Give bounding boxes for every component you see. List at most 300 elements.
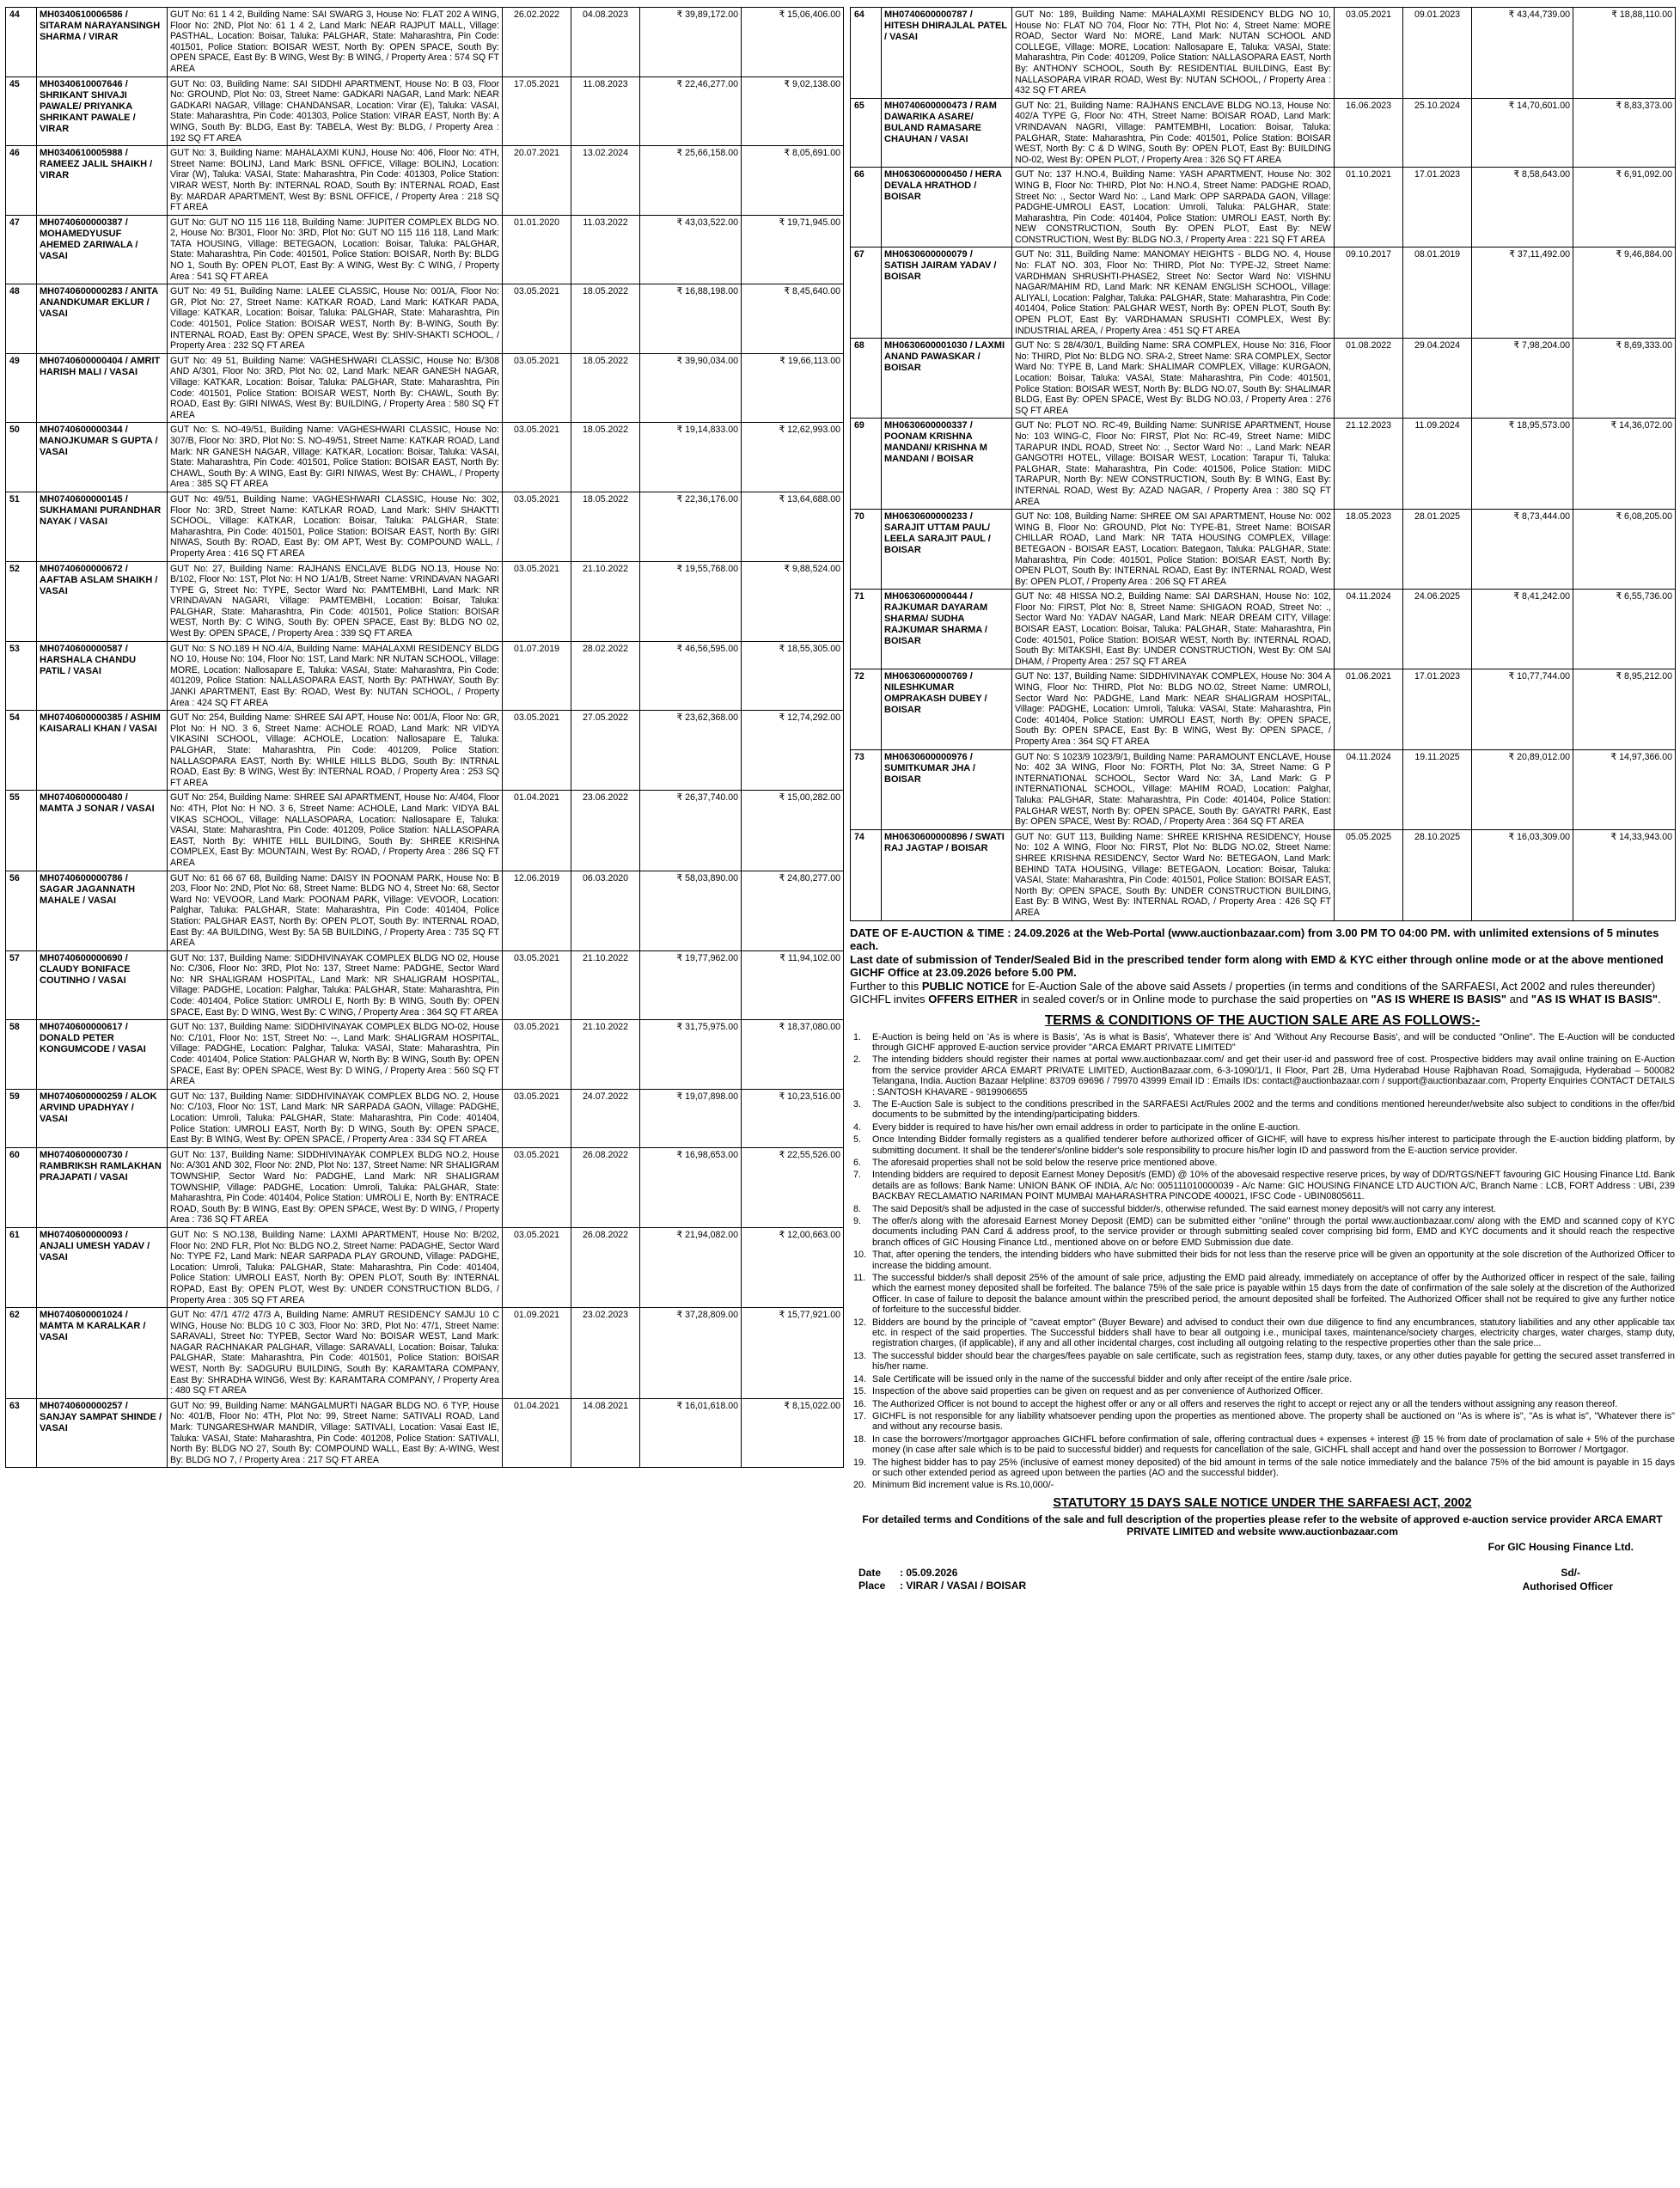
loan-account-borrower: MH0740600000617 / DONALD PETER KONGUMCODE / VASAI [37, 1020, 168, 1090]
property-table-right [850, 7, 1676, 921]
outstanding-amount: ₹ 23,62,368.00 [640, 711, 742, 791]
loan-account-borrower: MH0740600000259 / ALOK ARVIND UPADHYAY / VASAI [37, 1089, 168, 1147]
term-text: The said Deposit/s shall be adjusted in the case of successful bidder/s, otherwise refunded. The said earnest money deposit/s will not carry any interest. [872, 1203, 1496, 1214]
table-row [6, 561, 844, 641]
possession-date: 28.01.2025 [1403, 510, 1472, 590]
demand-notice-date: 12.06.2019 [503, 871, 571, 950]
term-item [850, 1054, 1675, 1097]
loan-account-borrower: MH0740600000387 / MOHAMEDYUSUF AHEMED ZARIWALA / VASAI [37, 215, 168, 284]
demand-notice-date: 05.05.2025 [1335, 829, 1403, 920]
property-description: GUT No: 189, Building Name: MAHALAXMI RESIDENCY BLDG NO 10, House No: FLAT NO 704, Floor No: 7TH, Plot No: 4, Street Name: MORE ROAD, Sector Ward No: MORE, Land Mark: NUTAN SCHOOL AND COLLEGE, Village: MORE, Location: Nallosapare E, Taluka: VASAI, State: Maharashtra, Pin Code: 401209, Police Station: NALLASOPARA EAST, North By: ANTHONY SCHOOL, South By: RESIDENTIAL BUILDING, East By: NALLASOPARA VIRAR ROAD, West By: NUTAN SCHOOL, / Property Area : 432 SQ FT AREA [1012, 8, 1335, 99]
outstanding-amount: ₹ 21,94,082.00 [640, 1227, 742, 1307]
outstanding-amount: ₹ 10,77,744.00 [1472, 669, 1573, 749]
serial-number: 59 [6, 1089, 37, 1147]
officer-title: Authorised Officer [1522, 1580, 1613, 1592]
table-row [6, 711, 844, 791]
table-row [6, 1089, 844, 1147]
reserve-price: ₹ 9,88,524.00 [742, 561, 844, 641]
term-number: 2. [853, 1054, 862, 1066]
outstanding-amount: ₹ 8,41,242.00 [1472, 590, 1573, 669]
possession-date: 11.08.2023 [571, 76, 640, 146]
term-number: 4. [853, 1122, 862, 1133]
possession-date: 17.01.2023 [1403, 669, 1472, 749]
loan-account-borrower: MH0740600000283 / ANITA ANANDKUMAR EKLUR / VASAI [37, 284, 168, 354]
possession-date: 21.10.2022 [571, 950, 640, 1020]
term-item [850, 1250, 1675, 1271]
term-item [850, 1032, 1675, 1054]
table-row [851, 590, 1676, 669]
outstanding-amount: ₹ 16,98,653.00 [640, 1147, 742, 1227]
reserve-price: ₹ 18,37,080.00 [742, 1020, 844, 1090]
property-description: GUT No: 61 1 4 2, Building Name: SAI SWARG 3, House No: FLAT 202 A WING, Floor No: 2ND, Plot No: 61 1 4 2, Land Mark: NEAR RAJPUT MALL, Village: PASTHAL, Location: Boisar, Taluka: PALGHAR, State: Maharashtra, Pin Code: 401501, Police Station: BOISAR WEST, North By: OPEN SPACE, South By: OPEN SPACE, East By: B WING, West By: B WING, / Property Area : 574 SQ FT AREA [168, 8, 503, 77]
demand-notice-date: 01.04.2021 [503, 791, 571, 871]
property-description: GUT No: 108, Building Name: SHREE OM SAI APARTMENT, House No: 002 WING B, Floor No: GROUND, Plot No: TYPE-B1, Street Name: BOISAR CHILLAR ROAD, Land Mark: NR TATA HOUSING COMPLEX, Village: BETEGAON - BOISAR EAST, Location: Bategaon, Taluka: PALGHAR, State: Maharashtra, Pin Code: 401501, Police Station: BOISAR EAST, North By: OPEN PLOT, South By: INTERNAL ROAD, East By: INTERNAL ROAD, West By: OPEN PLOT, / Property Area : 206 SQ FT AREA [1012, 510, 1335, 590]
loan-account-borrower: MH0740600001024 / MAMTA M KARALKAR / VASAI [37, 1308, 168, 1399]
reserve-price: ₹ 15,77,921.00 [742, 1308, 844, 1399]
possession-date: 04.08.2023 [571, 8, 640, 77]
term-text: That, after opening the tenders, the intending bidders who have submitted their bids for not less than the reserve price will be given an opportunity at the sole discretion of the Authorized Officer to increase the bidding amount. [872, 1250, 1675, 1271]
outstanding-amount: ₹ 18,95,573.00 [1472, 419, 1573, 510]
last-date-submission: Last date of submission of Tender/Sealed Bid in the prescribed tender form along with EMD & KYC either through online mode or at the above mentioned GICHF Office at 23.09.2026 before 5.00 PM. [850, 952, 1664, 979]
possession-date: 24.06.2025 [1403, 590, 1472, 669]
loan-account-borrower: MH0630600000450 / HERA DEVALA HRATHOD / BOISAR [882, 168, 1012, 248]
notice-date: Date : 05.09.2026 [858, 1566, 958, 1579]
serial-number: 44 [6, 8, 37, 77]
auction-details [850, 926, 1675, 1006]
reserve-price: ₹ 19,66,113.00 [742, 353, 844, 423]
property-description: GUT No: 137, Building Name: SIDDHIVINAYAK COMPLEX BLDG NO. 2, House No: C/103, Floor No: 1ST, Land Mark: NR SARPADA GAON, Village: PADGHE, Location: Umroli, Taluka: PALGHAR, State: Maharashtra, Pin Code: 401404, Police Station: UMROLI EAST, North By: D WING, South By: OPEN SPACE, East By: B WING, West By: OPEN SPACE, / Property Area : 334 SQ FT AREA [168, 1089, 503, 1147]
term-text: The successful bidder should bear the charges/fees payable on sale certificate, such as registration fees, stamp duty, taxes, or any other duties payable for getting the secured asset transferred in his/her name. [872, 1350, 1675, 1372]
reserve-price: ₹ 6,55,736.00 [1573, 590, 1676, 669]
loan-account-borrower: MH0630600000896 / SWATI RAJ JAGTAP / BOISAR [882, 829, 1012, 920]
outstanding-amount: ₹ 26,37,740.00 [640, 791, 742, 871]
term-number: 13. [853, 1350, 867, 1361]
term-number: 9. [853, 1216, 862, 1226]
serial-number: 47 [6, 215, 37, 284]
serial-number: 61 [6, 1227, 37, 1307]
loan-account-borrower: MH0740600000473 / RAM DAWARIKA ASARE/ BULAND RAMASARE CHAUHAN / VASAI [882, 98, 1012, 168]
reserve-price: ₹ 12,74,292.00 [742, 711, 844, 791]
serial-number: 50 [6, 423, 37, 492]
loan-account-borrower: MH0740600000344 / MANOJKUMAR S GUPTA / VASAI [37, 423, 168, 492]
demand-notice-date: 03.05.2021 [503, 1020, 571, 1090]
property-description: GUT No: 47/1 47/2 47/3 A, Building Name: AMRUT RESIDENCY SAMJU 10 C WING, House No: BLDG 10 C 303, Floor No: 3RD, Plot No: 47/1, Street Name: SARAVALI, Street No: TYPEB, Sector Ward No: BOISAR WEST, Land Mark: NAGAR RACHNAKAR PALGHAR, Village: SARAVALI, Location: Boisar, Taluka: PALGHAR, State: Maharashtra, Pin Code: 401501, Police Station: BOISAR WEST, North By: SADGURU BUILDING, South By: KARAMTARA COMPANY, East By: SHRADHA WING6, West By: KARAMTARA COMPANY, / Property Area : 480 SQ FT AREA [168, 1308, 503, 1399]
property-description: GUT No: 61 66 67 68, Building Name: DAISY IN POONAM PARK, House No: B 203, Floor No: 2ND, Plot No: 68, Street Name: BLDG NO 4, Street No: 68, Sector Ward No: VEVOOR, Land Mark: POONAM PARK, Village: VEVOOR, Location: Palghar, Taluka: PALGHAR, State: Maharashtra, Pin Code: 401404, Police Station: PALGHAR EAST, North By: OPEN PLOT, South By: INTERNAL ROAD, East By: 4A BUILDING, West By: 5A 5B BUILDING, / Property Area : 735 SQ FT AREA [168, 871, 503, 950]
table-row [6, 8, 844, 77]
term-item [850, 1158, 1675, 1168]
table-row [6, 492, 844, 561]
table-row [6, 791, 844, 871]
reserve-price: ₹ 15,00,282.00 [742, 791, 844, 871]
demand-notice-date: 01.08.2022 [1335, 339, 1403, 419]
table-row [6, 1308, 844, 1399]
demand-notice-date: 03.05.2021 [503, 711, 571, 791]
possession-date: 18.05.2022 [571, 492, 640, 561]
loan-account-borrower: MH0340610007646 / SHRIKANT SHIVAJI PAWALE/ PRIYANKA SHRIKANT PAWALE / VIRAR [37, 76, 168, 146]
outstanding-amount: ₹ 22,46,277.00 [640, 76, 742, 146]
serial-number: 45 [6, 76, 37, 146]
term-number: 20. [853, 1480, 867, 1491]
term-number: 18. [853, 1433, 867, 1445]
loan-account-borrower: MH0740600000404 / AMRIT HARISH MALI / VASAI [37, 353, 168, 423]
term-text: Once Intending Bidder formally registers as a qualified tenderer before authorized officer of GICHF, will have to express his/her interest to participate through the E-auction bidding platform, by submitting document. It shall be the tenderer's/online bidder's sole responsibility to procure his/her login ID and password from the E-auction service provider. [872, 1134, 1675, 1156]
demand-notice-date: 21.12.2023 [1335, 419, 1403, 510]
demand-notice-date: 03.05.2021 [503, 950, 571, 1020]
table-row [6, 146, 844, 216]
serial-number: 58 [6, 1020, 37, 1090]
table-row [851, 248, 1676, 339]
signature-mark: Sd/- [1561, 1566, 1580, 1579]
serial-number: 49 [6, 353, 37, 423]
reserve-price: ₹ 13,64,688.00 [742, 492, 844, 561]
notice-place: Place : VIRAR / VASAI / BOISAR [858, 1579, 1027, 1592]
auction-datetime: DATE OF E-AUCTION & TIME : 24.09.2026 at the Web-Portal (www.auctionbazaar.com) from 3.00 PM TO 04:00 PM. with unlimited extensions of 5 minutes each. [850, 926, 1659, 952]
reserve-price: ₹ 11,94,102.00 [742, 950, 844, 1020]
serial-number: 52 [6, 561, 37, 641]
reserve-price: ₹ 8,95,212.00 [1573, 669, 1676, 749]
reserve-price: ₹ 9,02,138.00 [742, 76, 844, 146]
outstanding-amount: ₹ 37,11,492.00 [1472, 248, 1573, 339]
reserve-price: ₹ 14,36,072.00 [1573, 419, 1676, 510]
property-description: GUT No: PLOT NO. RC-49, Building Name: SUNRISE APARTMENT, House No: 103 WING-C, Floor No: FIRST, Plot No: RC-49, Street Name: MIDC TARAPUR INDL ROAD, Street No: ., Sector Ward No: ., Land Mark: NEAR GANGOTRI HOTEL, Village: BOISAR WEST, Location: Tarapur Ti, Taluka: PALGHAR, State: Maharashtra, Pin Code: 401506, Police Station: MIDC TARAPUR, North By: NEW CONSTRUCTION, South By: B WING, East By: INTERNAL ROAD, West By: AZAD NAGAR, / Property Area : 380 SQ FT AREA [1012, 419, 1335, 510]
table-row [851, 168, 1676, 248]
loan-account-borrower: MH0740600000145 / SUKHAMANI PURANDHAR NAYAK / VASAI [37, 492, 168, 561]
term-number: 6. [853, 1157, 862, 1168]
term-number: 12. [853, 1317, 867, 1328]
term-text: The Authorized Officer is not bound to accept the highest offer or any or all offers and reserves the right to accept or reject any or all the tenders without assigning any reason thereof. [872, 1398, 1618, 1409]
term-text: E-Auction is being held on 'As is where is Basis', 'As is what is Basis', 'Whatever there is' And 'Without Any Recourse Basis', and will be conducted "Online". The E-Auction will be conducted through GICHF approved E-auction service provider "ARCA EMART PRIVATE LIMITED" [872, 1031, 1675, 1053]
table-row [6, 423, 844, 492]
demand-notice-date: 01.07.2019 [503, 641, 571, 711]
term-item [850, 1317, 1675, 1349]
outstanding-amount: ₹ 25,66,158.00 [640, 146, 742, 216]
outstanding-amount: ₹ 19,07,898.00 [640, 1089, 742, 1147]
outstanding-amount: ₹ 39,89,172.00 [640, 8, 742, 77]
outstanding-amount: ₹ 31,75,975.00 [640, 1020, 742, 1090]
term-number: 1. [853, 1031, 862, 1042]
term-text: The offer/s along with the aforesaid Earnest Money Deposit (EMD) can be submitted either "online" through the portal www.auctionbazaar.com/ along with the EMD and scanned copy of KYC documents including PAN Card & address proof, to the service provider or through submitting sealed cover comprising bid form, EMD and KYC documents and it should reach the respective branch offices of GIC Housing Finance Ltd., mentioned above on or before EMD Submission due date. [872, 1216, 1675, 1248]
loan-account-borrower: MH0630600000769 / NILESHKUMAR OMPRAKASH DUBEY / BOISAR [882, 669, 1012, 749]
possession-date: 27.05.2022 [571, 711, 640, 791]
left-column [5, 7, 843, 1468]
property-table-left [5, 7, 844, 1468]
property-description: GUT No: 311, Building Name: MANOMAY HEIGHTS - BLDG NO. 4, House No: FLAT NO. 303, Floor No: THIRD, Plot No: TYPE-J2, Street Name: VARDHMAN SHRUSHTI-PHASE2, Street No: Sector Ward No: VISHNU NAGAR/MAHIM RD, Land Mark: NR KENAM ENGLISH SCHOOL, Village: ALIYALI, Location: Palghar, Taluka: PALGHAR, State: Maharashtra, Pin Code: 401404, Police Station: PALGHAR WEST, North By: OPEN PLOT, South By: OPEN PLOT, East By: VARDHAMAN SRUSHTI COMPLEX, West By: INDUSTRIAL AREA, / Property Area : 451 SQ FT AREA [1012, 248, 1335, 339]
term-number: 17. [853, 1410, 867, 1421]
outstanding-amount: ₹ 16,88,198.00 [640, 284, 742, 354]
property-description: GUT No: 49 51, Building Name: LALEE CLASSIC, House No: 001/A, Floor No: GR, Plot No: 27, Street Name: KATKAR ROAD, Land Mark: KATKAR PADA, Village: KATKAR, Location: Boisar, Taluka: PALGHAR, State: Maharashtra, Pin Code: 401501, Police Station: BOISAR WEST, North By: B-WING, South By: INTERNAL ROAD, East By: OPEN SPACE, West By: SHIV-SHAKTI SCHOOL, / Property Area : 232 SQ FT AREA [168, 284, 503, 354]
term-item [850, 1122, 1675, 1133]
term-item [850, 1351, 1675, 1372]
outstanding-amount: ₹ 58,03,890.00 [640, 871, 742, 950]
term-text: Minimum Bid increment value is Rs.10,000/- [872, 1480, 1054, 1491]
serial-number: 73 [851, 749, 882, 829]
reserve-price: ₹ 6,91,092.00 [1573, 168, 1676, 248]
reserve-price: ₹ 8,05,691.00 [742, 146, 844, 216]
term-text: Every bidder is required to have his/her own email address in order to participate in the online E-auction. [872, 1122, 1301, 1133]
term-number: 14. [853, 1373, 867, 1384]
serial-number: 64 [851, 8, 882, 99]
possession-date: 11.03.2022 [571, 215, 640, 284]
demand-notice-date: 03.05.2021 [503, 353, 571, 423]
property-description: GUT No: 27, Building Name: RAJHANS ENCLAVE BLDG NO.13, House No: B/102, Floor No: 1ST, Plot No: H NO 1/A1/B, Street Name: VRINDAVAN NAGARI TYPE G, Street No: TYPE, Sector Ward No: PAMTEMBHI, Land Mark: NR VRINDAVAN NAGARI, Village: PAMTEMBHI, Location: Boisar, Taluka: PALGHAR, State: Maharashtra, Pin Code: 401501, Police Station: BOISAR WEST, North By: C WING, South By: OPEN SPACE, East By: BLDG NO 02, West By: OPEN SPACE, / Property Area : 339 SQ FT AREA [168, 561, 503, 641]
demand-notice-date: 03.05.2021 [503, 1227, 571, 1307]
serial-number: 51 [6, 492, 37, 561]
serial-number: 67 [851, 248, 882, 339]
outstanding-amount: ₹ 37,28,809.00 [640, 1308, 742, 1399]
demand-notice-date: 04.11.2024 [1335, 590, 1403, 669]
demand-notice-date: 03.05.2021 [503, 423, 571, 492]
table-row [851, 749, 1676, 829]
outstanding-amount: ₹ 22,36,176.00 [640, 492, 742, 561]
possession-date: 09.01.2023 [1403, 8, 1472, 99]
term-number: 19. [853, 1457, 867, 1468]
possession-date: 26.08.2022 [571, 1147, 640, 1227]
reserve-price: ₹ 8,69,333.00 [1573, 339, 1676, 419]
property-description: GUT No: 137, Building Name: SIDDHIVINAYAK COMPLEX BLDG NO.2, House No: A/301 AND 302, Floor No: 2ND, Plot No: 137, Street Name: NR SHALIGRAM TOWNSHIP, Sector Ward No: PADGHE, Land Mark: NR SHALIGRAM TOWNSHIP, Village: PADGHE, Location: Umroli, Taluka: PALGHAR, State: Maharashtra, Pin Code: 401404, Police Station: UMROLI E, North By: ENTRACE ROAD, South By: B WING, East By: OPEN SPACE, West By: D WING, / Property Area : 736 SQ FT AREA [168, 1147, 503, 1227]
reserve-price: ₹ 18,55,305.00 [742, 641, 844, 711]
property-description: GUT No: 254, Building Name: SHREE SAI APARTMENT, House No: A/404, Floor No: 4TH, Plot No: H NO. 3 6, Street Name: ACHOLE, Land Mark: VIDYA BAL VIKAS SCHOOL, Village: NALLASOPARA, Location: Nallosapare E, Taluka: VASAI, State: Maharashtra, Pin Code: 401209, Police Station: NALLASOPARA EAST, North By: WHITE HILL BUILDING, South By: SHREE KRISHNA COMPLEX, East By: MOUNTAIN, West By: ROAD, / Property Area : 286 SQ FT AREA [168, 791, 503, 871]
serial-number: 72 [851, 669, 882, 749]
loan-account-borrower: MH0740600000672 / AAFTAB ASLAM SHAIKH / VASAI [37, 561, 168, 641]
serial-number: 63 [6, 1398, 37, 1468]
possession-date: 08.01.2019 [1403, 248, 1472, 339]
table-row [851, 829, 1676, 920]
public-notice-text: Further to this PUBLIC NOTICE for E-Auction Sale of the above said Assets / properties (in terms and conditions of the SARFAESI, Act 2002 and rules thereunder) GICHFL invites OFFERS EITHER in sealed cover/s or in Online mode to purchase the said properties on "AS IS WHERE IS BASIS" and "AS IS WHAT IS BASIS". [850, 979, 1661, 1005]
possession-date: 11.09.2024 [1403, 419, 1472, 510]
loan-account-borrower: MH0740600000690 / CLAUDY BONIFACE COUTINHO / VASAI [37, 950, 168, 1020]
property-description: GUT No: 03, Building Name: SAI SIDDHI APARTMENT, House No: B 03, Floor No: GROUND, Plot No: 03, Street Name: GADKARI NAGAR, Land Mark: NEAR GADKARI NAGAR, Village: CHANDANSAR, Location: Virar (E), Taluka: VASAI, State: Maharashtra, Pin Code: 401303, Police Station: VIRAR EAST, North By: A WING, South By: BLDG, East By: TABELA, West By: BLDG, / Property Area : 192 SQ FT AREA [168, 76, 503, 146]
loan-account-borrower: MH0340610005988 / RAMEEZ JALIL SHAIKH / VIRAR [37, 146, 168, 216]
serial-number: 69 [851, 419, 882, 510]
reserve-price: ₹ 8,83,373.00 [1573, 98, 1676, 168]
outstanding-amount: ₹ 19,77,962.00 [640, 950, 742, 1020]
property-description: GUT No: 49 51, Building Name: VAGHESHWARI CLASSIC, House No: B/308 AND A/301, Floor No: 3RD, Plot No: 02, Land Mark: NEAR GANESH NAGAR, Village: KATKAR, Location: Boisar, Taluka: PALGHAR, State: Maharashtra, Pin Code: 401501, Police Station: BOISAR WEST, North By: CHAWL, South By: ROAD, East By: GIRI NIWAS, West By: BUILDING, / Property Area : 580 SQ FT AREA [168, 353, 503, 423]
term-text: Sale Certificate will be issued only in the name of the successful bidder and only after receipt of the entire /sale price. [872, 1373, 1353, 1384]
table-row [6, 950, 844, 1020]
table-row [851, 8, 1676, 99]
table-row [6, 1227, 844, 1307]
table-row [6, 353, 844, 423]
property-description: GUT No: S NO.189 H NO.4/A, Building Name: MAHALAXMI RESIDENCY BLDG NO 10, House No: 104, Floor No: 1ST, Land Mark: NR NUTAN SCHOOL, Village: MORE, Location: Nallosapare E, Taluka: VASAI, State: Maharashtra, Pin Code: 401209, Police Station: NALLASOPARA EAST, North By: PATHWAY, South By: JANKI APARTMENT, East By: ROAD, West By: NUTAN SCHOOL, / Property Area : 424 SQ FT AREA [168, 641, 503, 711]
table-row [6, 1020, 844, 1090]
terms-heading: TERMS & CONDITIONS OF THE AUCTION SALE ARE AS FOLLOWS:- [1044, 1012, 1481, 1028]
outstanding-amount: ₹ 19,14,833.00 [640, 423, 742, 492]
property-description: GUT No: 3, Building Name: MAHALAXMI KUNJ, House No: 406, Floor No: 4TH, Street Name: BOLINJ, Land Mark: BSNL OFFICE, Village: BOLINJ, Location: Virar (W), Taluka: VASAI, State: Maharashtra, Pin Code: 401303, Police Station: VIRAR WEST, North By: INTERNAL ROAD, South By: INTERNAL ROAD, East By: MARDAR APARTMENT, West By: BSNL OFFICE, / Property Area : 218 SQ FT AREA [168, 146, 503, 216]
possession-date: 28.02.2022 [571, 641, 640, 711]
demand-notice-date: 01.06.2021 [1335, 669, 1403, 749]
property-description: GUT No: S 28/4/30/1, Building Name: SRA COMPLEX, House No: 316, Floor No: THIRD, Plot No: BLDG NO. SRA-2, Street Name: SRA COMPLEX, Sector Ward No: TYPE B, Land Mark: SHALIMAR COMPLEX, Village: KURGAON, Location: Boisar, Taluka: VASAI, State: Maharashtra, Pin Code: 401501, Police Station: BOISAR WEST, North By: BLDG NO.07, South By: SHALIMAR BLDG, East By: OPEN SPACE, West By: BLDG NO.03, / Property Area : 276 SQ FT AREA [1012, 339, 1335, 419]
term-number: 8. [853, 1203, 862, 1214]
possession-date: 24.07.2022 [571, 1089, 640, 1147]
property-description: GUT No: GUT 113, Building Name: SHREE KRISHNA RESIDENCY, House No: 102 A WING, Floor No: FIRST, Plot No: BLDG NO.02, Street Name: SHREE KRISHNA RESIDENCY, Sector Ward No: BETEGAON, Land Mark: BEHIND TATA HOUSING, Village: BETEGAON, Location: Boisar, Taluka: VASAI, State: Maharashtra, Pin Code: 401501, Police Station: BOISAR EAST, North By: OPEN SPACE, South By: UNDER CONSTRUCTION BUILDING, East By: B WING, West By: INTERNAL ROAD, / Property Area : 426 SQ FT AREA [1012, 829, 1335, 920]
property-description: GUT No: S. NO-49/51, Building Name: VAGHESHWARI CLASSIC, House No: 307/B, Floor No: 3RD, Plot No: S. NO-49/51, Street Name: KATKAR ROAD, Land Mark: NR GANESH NAGAR, Village: KATKAR, Location: Boisar, Taluka: VASAI, State: Maharashtra, Pin Code: 401501, Police Station: BOISAR EAST, North By: CHAWL, South By: A WING, East By: GIRI NIWAS, West By: CHAWL, / Property Area : 385 SQ FT AREA [168, 423, 503, 492]
demand-notice-date: 03.05.2021 [503, 284, 571, 354]
demand-notice-date: 03.05.2021 [503, 1147, 571, 1227]
possession-date: 29.04.2024 [1403, 339, 1472, 419]
serial-number: 46 [6, 146, 37, 216]
outstanding-amount: ₹ 16,03,309.00 [1472, 829, 1573, 920]
reserve-price: ₹ 14,33,943.00 [1573, 829, 1676, 920]
serial-number: 65 [851, 98, 882, 168]
demand-notice-date: 03.05.2021 [503, 492, 571, 561]
serial-number: 71 [851, 590, 882, 669]
loan-account-borrower: MH0740600000730 / RAMBRIKSH RAMLAKHAN PRAJAPATI / VASAI [37, 1147, 168, 1227]
outstanding-amount: ₹ 20,89,012.00 [1472, 749, 1573, 829]
demand-notice-date: 26.02.2022 [503, 8, 571, 77]
term-item [850, 1434, 1675, 1456]
table-row [851, 669, 1676, 749]
property-description: GUT No: 49/51, Building Name: VAGHESHWARI CLASSIC, House No: 302, Floor No: 3RD, Street Name: KATLKAR ROAD, Land Mark: SHIV SHAKTTI SCHOOL, Village: KATKAR, Location: Boisar, Taluka: PALGHAR, State: Maharashtra, Pin Code: 401501, Police Station: BOISAR EAST, North By: GIRI NIWAS, South By: ROAD, East By: OM APT, West By: COMPOUND WALL, / Property Area : 416 SQ FT AREA [168, 492, 503, 561]
serial-number: 74 [851, 829, 882, 920]
serial-number: 55 [6, 791, 37, 871]
term-number: 16. [853, 1398, 867, 1409]
term-item [850, 1099, 1675, 1121]
property-description: GUT No: 48 HISSA NO.2, Building Name: SAI DARSHAN, House No: 102, Floor No: FIRST, Plot No: 8, Street Name: SHIGAON ROAD, Street No: ., Sector Ward No: YADAV NAGAR, Land Mark: NEAR DREAM CITY, Village: BOISAR EAST, Location: Boisar, Taluka: PALGHAR, State: Maharashtra, Pin Code: 401501, Police Station: BOISAR WEST, North By: INTERNAL ROAD, South By: MITAKSHI, East By: UNDER CONSTRUCTION, West By: OM SAI DHAM, / Property Area : 257 SQ FT AREA [1012, 590, 1335, 669]
term-number: 7. [853, 1170, 862, 1181]
possession-date: 19.11.2025 [1403, 749, 1472, 829]
term-item [850, 1273, 1675, 1316]
demand-notice-date: 03.05.2021 [1335, 8, 1403, 99]
demand-notice-date: 17.05.2021 [503, 76, 571, 146]
reserve-price: ₹ 22,55,526.00 [742, 1147, 844, 1227]
term-text: The aforesaid properties shall not be sold below the reserve price mentioned above. [872, 1157, 1218, 1168]
reserve-price: ₹ 18,88,110.00 [1573, 8, 1676, 99]
reserve-price: ₹ 8,45,640.00 [742, 284, 844, 354]
outstanding-amount: ₹ 39,90,034.00 [640, 353, 742, 423]
demand-notice-date: 03.05.2021 [503, 561, 571, 641]
term-item [850, 1134, 1675, 1156]
term-number: 5. [853, 1134, 862, 1146]
loan-account-borrower: MH0630600000233 / SARAJIT UTTAM PAUL/ LEELA SARAJIT PAUL / BOISAR [882, 510, 1012, 590]
possession-date: 13.02.2024 [571, 146, 640, 216]
reserve-price: ₹ 12,00,663.00 [742, 1227, 844, 1307]
right-column [850, 7, 1675, 1610]
term-item [850, 1386, 1675, 1397]
property-description: GUT No: 137 H.NO.4, Building Name: YASH APARTMENT, House No: 302 WING B, Floor No: THIRD, Plot No: H.NO.4, Street Name: PADGHE ROAD, Street No: ., Sector Ward No: ., Land Mark: OPP SARPADA GAON, Village: PADGHE-UMROLI EAST, Location: Umroli, Taluka: PALGHAR, State: Maharashtra, Pin Code: 401404, Police Station: UMROLI EAST, North By: NEW CONSTRUCTION, South By: OPEN PLOT, East By: NEW CONSTRUCTION, West By: BLDG NO.3, / Property Area : 221 SQ FT AREA [1012, 168, 1335, 248]
term-text: Intending bidders are required to deposit Earnest Money Deposit/s (EMD) @ 10% of the abovesaid respective reserve prices, by way of DD/RTGS/NEFT favouring GIC Housing Finance Ltd. Bank details are as follows: Bank Name: UNION BANK OF INDIA, A/c No: 005111010000039 - A/c Name: GIC HOUSING FINANCE LTD AUCTION A/C, Branch Name : LCB, FORT Address : UBI, 239 BACKBAY RECLAMATIO NARIMAN POINT MUMBAI MAHARASHTRA PINCODE 400021, IFSC Code - UBIN0805611. [872, 1170, 1675, 1202]
loan-account-borrower: MH0740600000480 / MAMTA J SONAR / VASAI [37, 791, 168, 871]
outstanding-amount: ₹ 8,58,643.00 [1472, 168, 1573, 248]
possession-date: 23.02.2023 [571, 1308, 640, 1399]
outstanding-amount: ₹ 7,98,204.00 [1472, 339, 1573, 419]
serial-number: 56 [6, 871, 37, 950]
reserve-price: ₹ 6,08,205.00 [1573, 510, 1676, 590]
serial-number: 53 [6, 641, 37, 711]
reserve-price: ₹ 9,46,884.00 [1573, 248, 1676, 339]
demand-notice-date: 09.10.2017 [1335, 248, 1403, 339]
serial-number: 66 [851, 168, 882, 248]
term-text: GICHFL is not responsible for any liability whatsoever pending upon the properties as mentioned above. The property shall be auctioned on "As is where is", "As is what is", "Whatever there is" and without any recourse basis. [872, 1410, 1675, 1433]
property-description: GUT No: 137, Building Name: SIDDHIVINAYAK COMPLEX BLDG NO-02, House No: C/101, Floor No: 1ST, Street No: --, Land Mark: SHALIGRAM HOSPITAL, Village: PADGHE, Location: Palghar, Taluka: VASAI, State: Maharashtra, Pin Code: 401404, Police Station: PALGHAR W, North By: B WING, South By: OPEN SPACE, East By: OPEN SPACE, West By: D WING, / Property Area : 560 SQ FT AREA [168, 1020, 503, 1090]
term-item [850, 1458, 1675, 1479]
outstanding-amount: ₹ 19,55,768.00 [640, 561, 742, 641]
possession-date: 21.10.2022 [571, 1020, 640, 1090]
term-item [850, 1170, 1675, 1201]
serial-number: 48 [6, 284, 37, 354]
demand-notice-date: 01.10.2021 [1335, 168, 1403, 248]
serial-number: 54 [6, 711, 37, 791]
possession-date: 28.10.2025 [1403, 829, 1472, 920]
reserve-price: ₹ 14,97,366.00 [1573, 749, 1676, 829]
demand-notice-date: 01.09.2021 [503, 1308, 571, 1399]
loan-account-borrower: MH0630600000444 / RAJKUMAR DAYARAM SHARMA/ SUDHA RAJKUMAR SHARMA / BOISAR [882, 590, 1012, 669]
possession-date: 17.01.2023 [1403, 168, 1472, 248]
reserve-price: ₹ 10,23,516.00 [742, 1089, 844, 1147]
demand-notice-date: 01.01.2020 [503, 215, 571, 284]
property-description: GUT No: GUT NO 115 116 118, Building Name: JUPITER COMPLEX BLDG NO. 2, House No: B/301, Floor No: 3RD, Plot No: GUT NO 115 116 118, Land Mark: TATA HOUSING, Village: BETEGAON, Location: Boisar, Taluka: PALGHAR, State: Maharashtra, Pin Code: 401501, Police Station: BOISAR, North By: BLDG NO 1, South By: OPEN PLOT, East By: A WING, West By: C WING, / Property Area : 541 SQ FT AREA [168, 215, 503, 284]
table-row [6, 76, 844, 146]
outstanding-amount: ₹ 8,73,444.00 [1472, 510, 1573, 590]
loan-account-borrower: MH0740600000093 / ANJALI UMESH YADAV / VASAI [37, 1227, 168, 1307]
table-row [6, 1398, 844, 1468]
loan-account-borrower: MH0740600000786 / SAGAR JAGANNATH MAHALE / VASAI [37, 871, 168, 950]
loan-account-borrower: MH0740600000787 / HITESH DHIRAJLAL PATEL / VASAI [882, 8, 1012, 99]
possession-date: 18.05.2022 [571, 284, 640, 354]
outstanding-amount: ₹ 43,44,739.00 [1472, 8, 1573, 99]
demand-notice-date: 04.11.2024 [1335, 749, 1403, 829]
outstanding-amount: ₹ 43,03,522.00 [640, 215, 742, 284]
loan-account-borrower: MH0630600000337 / POONAM KRISHNA MANDANI/ KRISHNA M MANDANI / BOISAR [882, 419, 1012, 510]
term-text: In case the borrowers'/mortgagor approaches GICHFL before confirmation of sale, offering contractual dues + expenses + interest @ 15 % from date of proclamation of sale + 5% of the purchase money (in case after sale which is to be paid to successful bidder) and requests for cancellation of the sale, GICHFL shall accept and hand over the possession to Borrower / Mortgagor. [872, 1433, 1675, 1456]
statutory-note: For detailed terms and Conditions of the sale and full description of the properties please refer to the website of approved e-auction service provider ARCA EMART PRIVATE LIMITED and website www.auctionbazaar.com [862, 1513, 1663, 1537]
table-row [851, 510, 1676, 590]
demand-notice-date: 18.05.2023 [1335, 510, 1403, 590]
loan-account-borrower: MH0630600001030 / LAXMI ANAND PAWASKAR / BOISAR [882, 339, 1012, 419]
term-item [850, 1411, 1675, 1433]
demand-notice-date: 20.07.2021 [503, 146, 571, 216]
demand-notice-date: 01.04.2021 [503, 1398, 571, 1468]
term-item [850, 1480, 1675, 1490]
term-text: The highest bidder has to pay 25% (inclusive of earnest money deposited) of the bid amount in terms of the sale notice immediately and the balance 75% of the bid amount is payable in 15 days or such other extended period as agreed upon between the parties (AO and the successful bidder). [872, 1457, 1675, 1478]
table-row [851, 419, 1676, 510]
serial-number: 68 [851, 339, 882, 419]
loan-account-borrower: MH0630600000079 / SATISH JAIRAM YADAV / BOISAR [882, 248, 1012, 339]
loan-account-borrower: MH0740600000385 / ASHIM KAISARALI KHAN / VASAI [37, 711, 168, 791]
reserve-price: ₹ 24,80,277.00 [742, 871, 844, 950]
table-row [851, 339, 1676, 419]
signature-footer [850, 1541, 1675, 1610]
serial-number: 57 [6, 950, 37, 1020]
term-number: 11. [853, 1273, 866, 1284]
property-description: GUT No: S 1023/9 1023/9/1, Building Name: PARAMOUNT ENCLAVE, House No: 402 3A WING, Floor No: FORTH, Plot No: 3A, Street Name: G P INTERNATIONAL SCHOOL, Sector Ward No: 3A, Land Mark: G P INTERNATIONAL SCHOOL, Village: MAHIM ROAD, Location: Palghar, Taluka: PALGHAR, State: Maharashtra, Pin Code: 401404, Police Station: PALGHAR WEST, North By: OPEN SPACE, South By: GAYATRI PARK, East By: OPEN SPACE, West By: ROAD, / Property Area : 364 SQ FT AREA [1012, 749, 1335, 829]
term-text: Bidders are bound by the principle of "caveat emptor" (Buyer Beware) and advised to conduct their own due diligence to find any encumbrances, statutory liabilities and any other applicable tax etc. in respect of the said properties. The Successful bidders shall have to bear all outgoing i.e., municipal taxes, maintenance/society charges, electricity charges, water charges, stamp duty, registration charges, (if applicable), if any and all other incidental charges, cost including all outgoing relating to the respective properties other than the sale price... [872, 1317, 1675, 1349]
term-text: Inspection of the above said properties can be given on request and as per convenience of Authorized Officer. [872, 1386, 1323, 1397]
serial-number: 70 [851, 510, 882, 590]
term-item [850, 1374, 1675, 1384]
loan-account-borrower: MH0740600000257 / SANJAY SAMPAT SHINDE / VASAI [37, 1398, 168, 1468]
possession-date: 25.10.2024 [1403, 98, 1472, 168]
property-description: GUT No: 21, Building Name: RAJHANS ENCLAVE BLDG NO.13, House No: 402/A TYPE G, Floor No: 4TH, Street Name: BOISAR ROAD, Land Mark: VRINDAVAN NAGRI, Village: PAMTEMBHI, Location: Boisar, Taluka: PALGHAR, State: Maharashtra, Pin Code: 401501, Police Station: BOISAR WEST, North By: C & D WING, South By: OPEN PLOT, East By: BUILDING NO-02, West By: OPEN PLOT, / Property Area : 326 SQ FT AREA [1012, 98, 1335, 168]
table-row [6, 215, 844, 284]
possession-date: 18.05.2022 [571, 353, 640, 423]
reserve-price: ₹ 15,06,406.00 [742, 8, 844, 77]
term-number: 3. [853, 1098, 862, 1109]
term-text: The E-Auction Sale is subject to the conditions prescribed in the SARFAESI Act/Rules 2002 and the terms and conditions mentioned hereunder/website also subject to conditions in the offer/bid documents to be submitted by the intending/participating bidders. [872, 1098, 1675, 1121]
term-text: The intending bidders should register their names at portal www.auctionbazaar.com/ and get their user-id and password free of cost. Prospective bidders may avail online training on E-Auction from the service provider ARCA EMART PRIVATE LIMITED, AuctionBazaar.com, 6-3-1090/1/1, II Floor, Part 2B, Uma Hyderabad House Rajbhavan Road, Somajiguda, Hyderabad – 500082 Telangana, India. Auction Bazaar Helpline: 83709 69696 / 79970 43999 Email ID : Emails IDs: contact@auctionbazaar.com / support@auctionbazaar.com, Property Enquiries CONTACT DETAILS : SANTOSH KHAVARE - 9819906655 [872, 1054, 1675, 1097]
possession-date: 18.05.2022 [571, 423, 640, 492]
term-number: 15. [853, 1386, 867, 1397]
property-description: GUT No: 254, Building Name: SHREE SAI APT, House No: 001/A, Floor No: GR, Plot No: H NO. 3 6, Street Name: ACHOLE ROAD, Land Mark: NR VIDYA VIKASINI SCHOOL, Village: ACHOLE, Location: Nallosapare E, Taluka: PALGHAR, State: Maharashtra, Pin Code: 401209, Police Station: NALLASOPARA EAST, North By: WHILE HILLS BLDG, South By: INTRNAL ROAD, East By: B WING, West By: INTERNAL ROAD, / Property Area : 253 SQ FT AREA [168, 711, 503, 791]
property-description: GUT No: 137, Building Name: SIDDHIVINAYAK COMPLEX, House No: 304 A WING, Floor No: THIRD, Plot No: BLDG NO.02, Street Name: UMROLI, Sector Ward No: PADGHE, Land Mark: NEAR SHALIGRAM HOSPITAL, Village: PADGHE, Location: Umroli, Taluka: VASAI, State: Maharashtra, Pin Code: 401404, Police Station: UMROLI EAST, North By: OPEN SPACE, South By: OPEN SPACE, East By: B WING, West By: OPEN SPACE, / Property Area : 364 SQ FT AREA [1012, 669, 1335, 749]
property-description: GUT No: S NO.138, Building Name: LAXMI APARTMENT, House No: B/202, Floor No: 2ND FLR, Plot No: BLDG NO.2, Street Name: PADAGHE, Sector Ward No: TYPE F2, Land Mark: NEAR SARPADA PLAY GROUND, Village: PADGHE, Location: Umroli, Taluka: PALGHAR, State: Maharashtra, Pin Code: 401404, Police Station: UMROLI EAST, North By: OPEN PLOT, South By: INTERNAL ROPAD, East By: OPEN PLOT, West By: UNDER CONSTRUCTION BLDG, / Property Area : 305 SQ FT AREA [168, 1227, 503, 1307]
term-text: The successful bidder/s shall deposit 25% of the amount of sale price, adjusting the EMD paid already, immediately on acceptance of offer by the Authorized officer in respect of the sale, failing which the earnest money deposited shall be forfeited. The balance 75% of the sale price is payable within 15 days from the date of confirmation of the sale solely at the discretion of the Authorized Officer. In case of failure to deposit the balance amount within the prescribed period, the amount deposited shall be forfeited. The Authorized Officer shall not be required to give any further notice of forfeiture to the successful bidder. [872, 1273, 1675, 1316]
loan-account-borrower: MH0630600000976 / SUMITKUMAR JHA / BOISAR [882, 749, 1012, 829]
outstanding-amount: ₹ 46,56,595.00 [640, 641, 742, 711]
loan-account-borrower: MH0340610006586 / SITARAM NARAYANSINGH SHARMA / VIRAR [37, 8, 168, 77]
table-row [851, 98, 1676, 168]
table-row [6, 641, 844, 711]
table-row [6, 284, 844, 354]
